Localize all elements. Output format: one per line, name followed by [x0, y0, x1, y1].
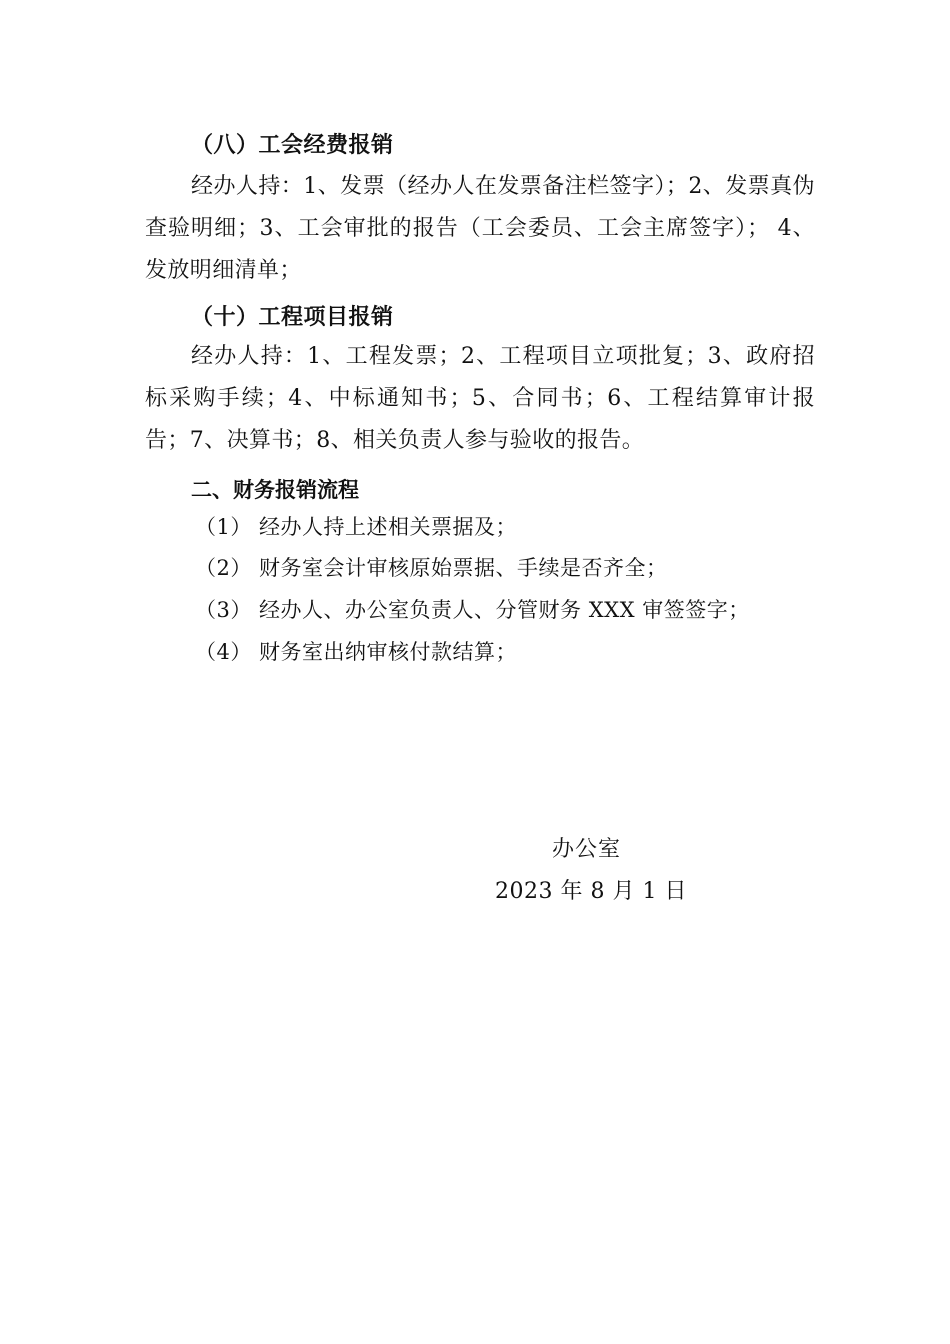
process-step-3: （3） 经办人、办公室负责人、分管财务 XXX 审签签字； [195, 598, 750, 622]
signoff-date: 2023 年 8 月 1 日 [495, 879, 687, 904]
section-heading-engineering: （十）工程项目报销 [191, 305, 394, 330]
process-step-4: （4） 财务室出纳审核付款结算； [195, 640, 518, 664]
section-heading-union-funds: （八）工会经费报销 [191, 133, 394, 158]
signoff-office: 办公室 [552, 837, 622, 862]
section-body-union-funds: 经办人持：1、发票（经办人在发票备注栏签字）；2、发票真伪查验明细；3、工会审批的报告（工会委员、工会主席签字）； 4、发放明细清单； [145, 174, 815, 283]
process-step-2: （2） 财务室会计审核原始票据、手续是否齐全； [195, 556, 668, 580]
process-step-1: （1） 经办人持上述相关票据及； [195, 515, 518, 539]
process-title: 二、财务报销流程 [191, 477, 359, 502]
section-body-engineering: 经办人持：1、工程发票；2、工程项目立项批复；3、政府招标采购手续；4、中标通知书；5、合同书；6、工程结算审计报告；7、决算书；8、相关负责人参与验收的报告。 [145, 344, 815, 453]
